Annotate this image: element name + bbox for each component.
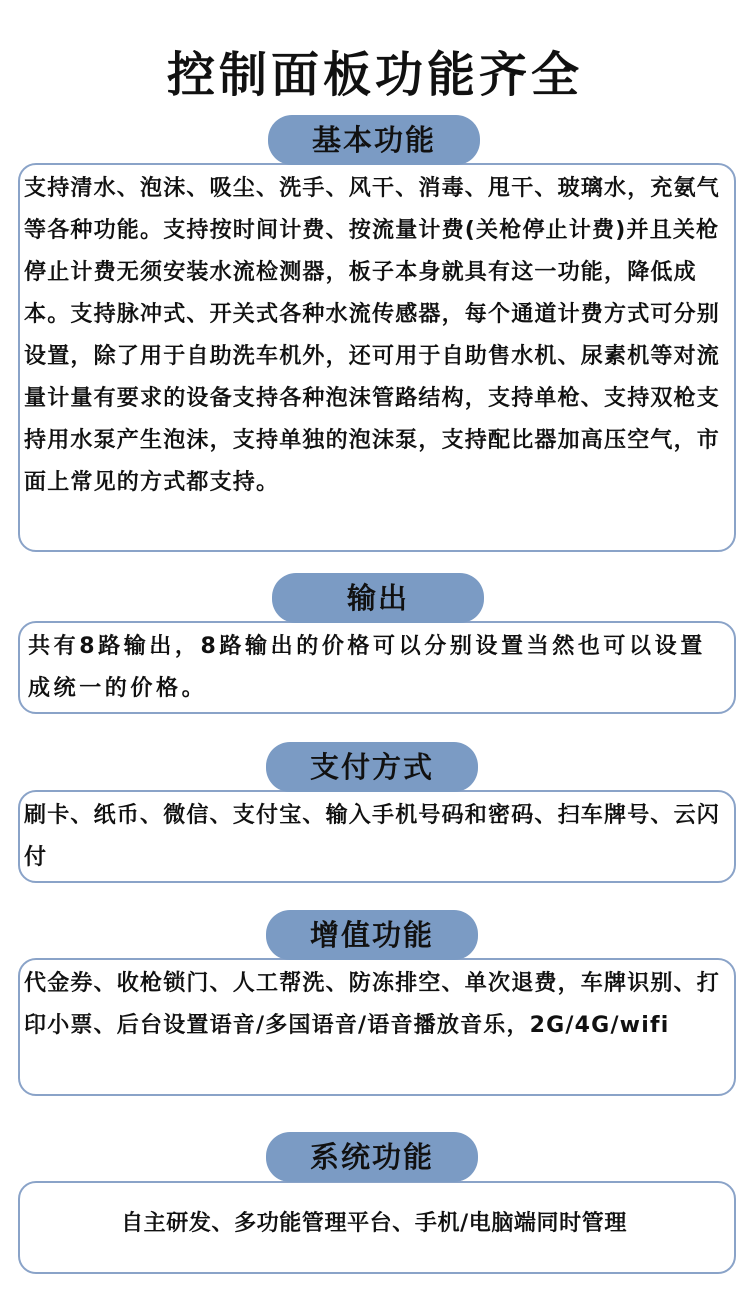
output-heading: 输出	[272, 573, 484, 623]
value-added-text: 代金券、收枪锁门、人工帮洗、防冻排空、单次退费，车牌识别、打印小票、后台设置语音/多国语音/语音播放音乐，2G/4G/wifi	[24, 971, 721, 1038]
basic-functions-heading: 基本功能	[268, 115, 480, 165]
value-added-heading: 增值功能	[266, 910, 478, 960]
output-text: 共有8路输出，8路输出的价格可以分别设置当然也可以设置成统一的价格。	[28, 634, 706, 701]
payment-methods-text: 刷卡、纸币、微信、支付宝、输入手机号码和密码、扫车牌号、云闪付	[24, 803, 721, 870]
basic-functions-text: 支持清水、泡沫、吸尘、洗手、风干、消毒、甩干、玻璃水，充氨气等各种功能。支持按时间计费、按流量计费(关枪停止计费)并且关枪停止计费无须安装水流检测器，板子本身就具有这一功能，降低成本。支持脉冲式、开关式各种水流传感器，每个通道计费方式可分别设置，除了用于自助洗车机外，还可用于自助售水机、尿素机等对流量计量有要求的设备支持各种泡沫管路结构，支持单枪、支持双枪支持用水泵产生泡沫，支持单独的泡沫泵，支持配比器加高压空气，市面上常见的方式都支持。	[24, 176, 721, 495]
payment-methods-heading: 支付方式	[266, 742, 478, 792]
page-title: 控制面板功能齐全	[166, 47, 583, 103]
system-functions-text: 自主研发、多功能管理平台、手机/电脑端同时管理	[121, 1211, 627, 1236]
system-functions-heading: 系统功能	[266, 1132, 478, 1182]
